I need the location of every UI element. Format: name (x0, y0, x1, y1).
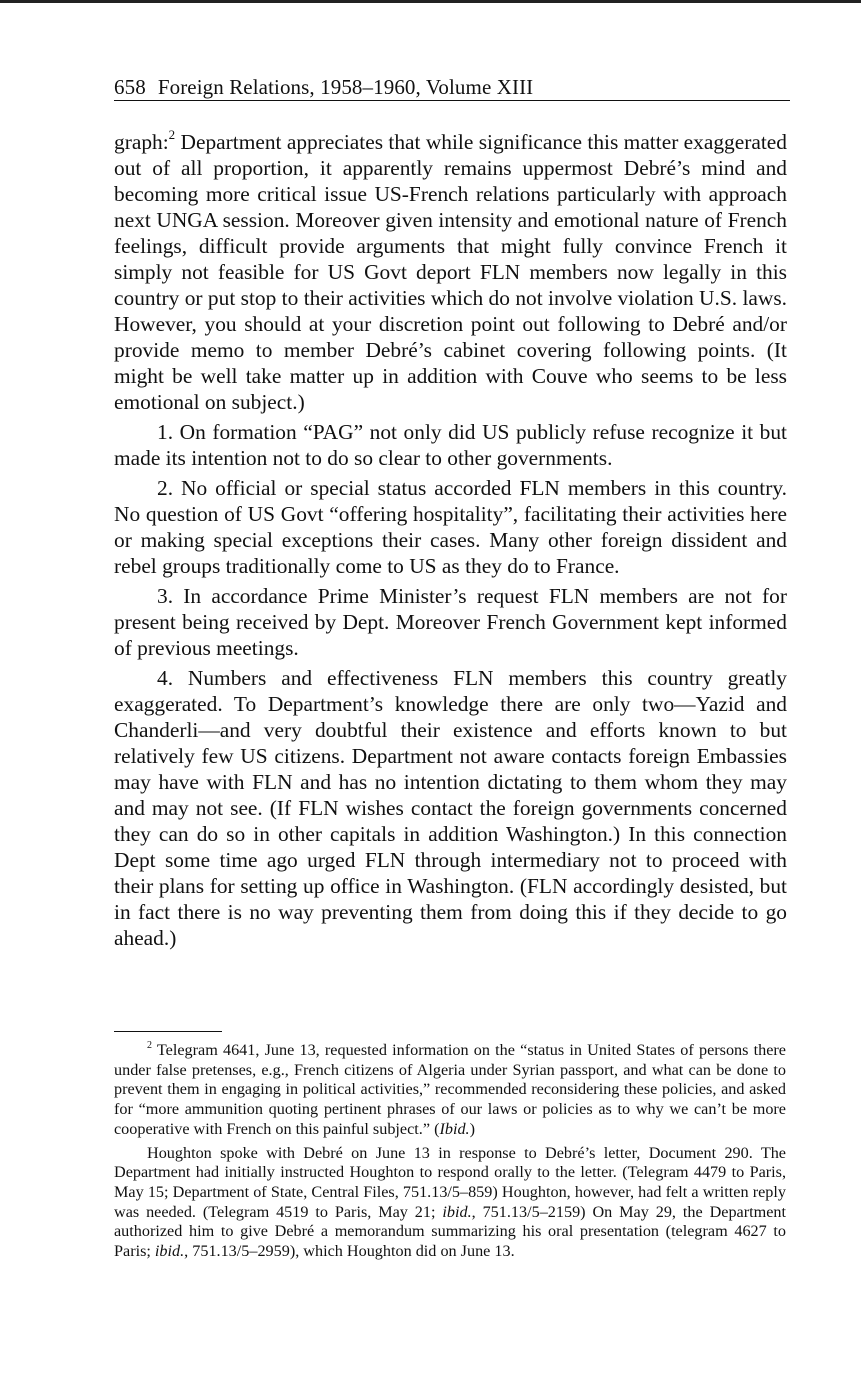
footnote-2-ibid: Ibid. (439, 1119, 470, 1138)
running-header (114, 74, 790, 101)
footnote-separator (114, 1031, 222, 1032)
houghton-ibid-2: ibid. (154, 1242, 185, 1261)
top-border-line (0, 0, 861, 3)
point-3-paragraph: 3. In accordance Prime Minister’s request FLN members are not for present being received by Dept. Moreover French Government kept informed of previous meetings. (114, 584, 787, 660)
point-4-paragraph: 4. Numbers and effectiveness FLN members this country greatly exaggerated. To Department’s knowledge there are only two—Yazid and Chanderli—and very doubtful their existence and efforts known to but relatively few US citizens. Department not aware contacts foreign Embassies may have with FLN and has no intention dictating to them whom they may and may not see. (If FLN wishes contact the foreign governments concerned they can do so in other capitals in addition Washington.) In this connection Dept some time ago urged FLN through intermediary not to proceed with their plans for setting up office in Washington. (FLN accordingly desisted, but in fact there is no way preventing them from doing this if they decide to go ahead.) (114, 666, 787, 950)
running-title: Foreign Relations, 1958–1960, Volume XIII (157, 75, 534, 99)
houghton-text-3: , 751.13/5–2959), which Houghton did on June 13. (184, 1242, 515, 1261)
point-2-paragraph: 2. No official or special status accorded FLN members in this country. No question of US Govt “offering hospitality”, facilitating their activities here or making special exceptions their cases. Many other foreign dissident and rebel groups traditionally come to US as they do to France. (114, 476, 787, 578)
page-number: 658 (114, 75, 146, 99)
footnotes (114, 1041, 786, 1266)
footnote-2 (114, 1041, 786, 1140)
footnote-2-text: Telegram 4641, June 13, requested information on the “status in United States of persons there under false pretenses, e.g., French citizens of Algeria under Syrian passport, and what can be done to prevent them in engaging in political activities,” recommended reconsidering these policies, and asked for “more ammunition quoting pertinent phrases of our laws or policies as to why we can’t be more cooperative with French on this painful subject.” ( (114, 1041, 786, 1138)
intro-start: graph: (114, 130, 169, 154)
houghton-text-1: Houghton spoke with Debré on June 13 in response to Debré’s letter, Document 290. The Department had initially instructed Houghton to respond orally to the letter. (Telegram 4479 to Paris, May 15; Department of State, Central Files, 751.13/5–859) Houghton, however, had felt a written reply was needed. (Telegram 4519 to Paris, May 21; (114, 1143, 786, 1221)
footnote-2-close: ) (469, 1119, 475, 1138)
intro-paragraph (114, 126, 787, 415)
footnote-ref-2: 2 (168, 126, 176, 142)
footnote-2-marker: 2 (147, 1039, 152, 1051)
intro-rest: Department appreciates that while significance this matter exaggerated out of all proportion, it apparently remains uppermost Debré’s mind and becoming more critical issue US-French relations particularly with approach next UNGA session. Moreover given intensity and emotional nature of French feelings, difficult provide arguments that might fully convince French it simply not feasible for US Govt deport FLN members now legally in this country or put stop to their activities which do not involve violation U.S. laws. However, you should at your discretion point out following to Debré and/or provide memo to member Debré’s cabinet covering following points. (It might be well take matter up in addition with Couve who seems to be less emotional on subject.) (114, 130, 787, 414)
point-1-paragraph: 1. On formation “PAG” not only did US publicly refuse recognize it but made its intention not to do so clear to other governments. (114, 420, 787, 470)
houghton-ibid-1: ibid. (442, 1202, 472, 1221)
houghton-text-2: , 751.13/5–2159) On May 29, the Department authorized him to give Debré a memorandum summarizing his oral presentation (telegram 4627 to Paris; (114, 1202, 786, 1261)
footnote-houghton (114, 1144, 786, 1262)
main-text (114, 126, 787, 955)
